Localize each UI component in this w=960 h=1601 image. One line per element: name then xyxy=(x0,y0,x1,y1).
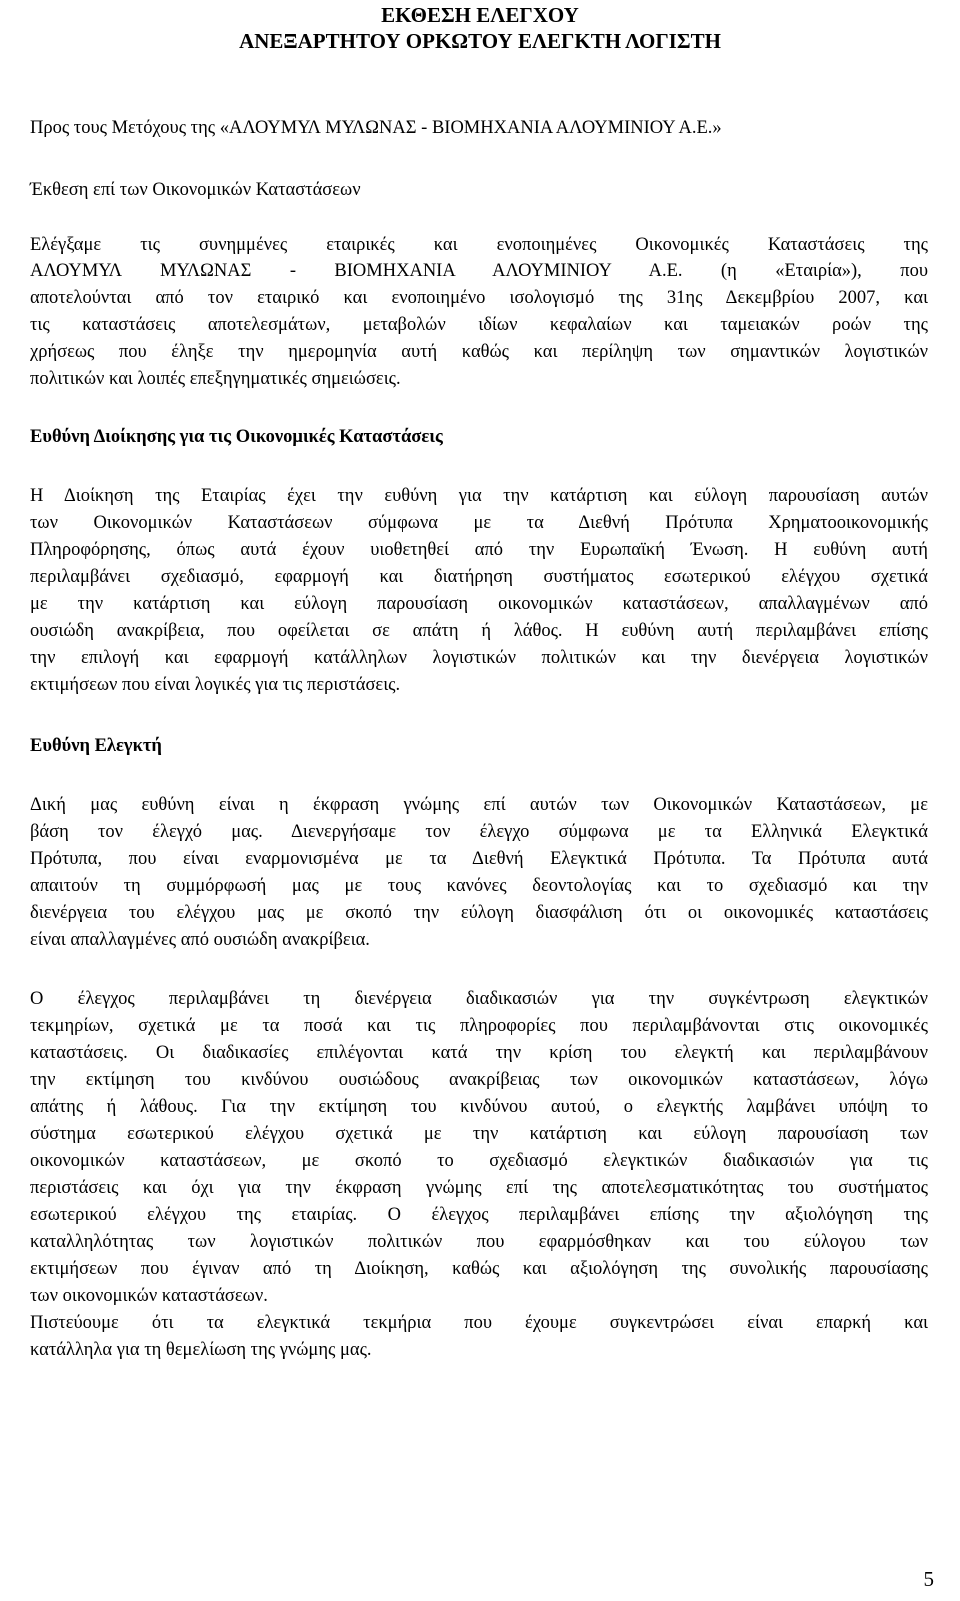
paragraph-line: απαιτούν τη συμμόρφωσή μας με τους κανόνες δεοντολογίας και το σχεδιασμό και την xyxy=(30,876,928,896)
paragraph-line: εσωτερικού ελέγχου της εταιρίας. Ο έλεγχος περιλαμβάνει επίσης την αξιολόγηση της xyxy=(30,1205,928,1225)
paragraph-line: ΑΛΟΥΜΥΛ ΜΥΛΩΝΑΣ - ΒΙΟΜΗΧΑΝΙΑ ΑΛΟΥΜΙΝΙΟΥ Α.Ε. (η «Εταιρία»), που xyxy=(30,261,928,281)
paragraph-line: εκτιμήσεων που έγιναν από τη Διοίκηση, καθώς και αξιολόγηση της συνολικής παρουσίασης xyxy=(30,1259,928,1279)
section-heading-auditor: Ευθύνη Ελεγκτή xyxy=(30,736,162,756)
section-heading-management: Ευθύνη Διοίκησης για τις Οικονομικές Καταστάσεις xyxy=(30,427,443,447)
paragraph-line: Ελέγξαμε τις συνημμένες εταιρικές και ενοποιημένες Οικονομικές Καταστάσεις της xyxy=(30,235,928,255)
paragraph-line: οικονομικών καταστάσεων, με σκοπό το σχεδιασμό ελεγκτικών διαδικασιών για τις xyxy=(30,1151,928,1171)
addressee-line: Προς τους Μετόχους της «ΑΛΟΥΜΥΛ ΜΥΛΩΝΑΣ - ΒΙΟΜΗΧΑΝΙΑ ΑΛΟΥΜΙΝΙΟΥ Α.Ε.» xyxy=(30,118,722,138)
paragraph-line: απάτης ή λάθους. Για την εκτίμηση του κινδύνου αυτού, ο ελεγκτής λαμβάνει υπόψη το xyxy=(30,1097,928,1117)
paragraph-line: ουσιώδη ανακρίβεια, που οφείλεται σε απάτη ή λάθος. Η ευθύνη αυτή περιλαμβάνει επίσης xyxy=(30,621,928,641)
paragraph-line: βάση τον έλεγχό μας. Διενεργήσαμε τον έλεγχο σύμφωνα με τα Ελληνικά Ελεγκτικά xyxy=(30,822,928,842)
paragraph-line: των Οικονομικών Καταστάσεων σύμφωνα με τα Διεθνή Πρότυπα Χρηματοοικονομικής xyxy=(30,513,928,533)
paragraph-line: τις καταστάσεις αποτελεσμάτων, μεταβολών ιδίων κεφαλαίων και ταμειακών ροών της xyxy=(30,315,928,335)
paragraph-line: Δική μας ευθύνη είναι η έκφραση γνώμης επί αυτών των Οικονομικών Καταστάσεων, με xyxy=(30,795,928,815)
paragraph-line: σύστημα εσωτερικού ελέγχου σχετικά με την κατάρτιση και εύλογη παρουσίαση των xyxy=(30,1124,928,1144)
paragraph-line: με την κατάρτιση και εύλογη παρουσίαση οικονομικών καταστάσεων, απαλλαγμένων από xyxy=(30,594,928,614)
paragraph-line: είναι απαλλαγμένες από ουσιώδη ανακρίβεια. xyxy=(30,930,370,950)
paragraph-line: εκτιμήσεων που είναι λογικές για τις περιστάσεις. xyxy=(30,675,401,695)
paragraph-line: πολιτικών και λοιπές επεξηγηματικές σημειώσεις. xyxy=(30,369,401,389)
paragraph-line: κατάλληλα για τη θεμελίωση της γνώμης μας. xyxy=(30,1340,372,1360)
paragraph-line: καταστάσεις. Οι διαδικασίες επιλέγονται κατά την κρίση του ελεγκτή και περιλαμβάνουν xyxy=(30,1043,928,1063)
report-subtitle: ΑΝΕΞΑΡΤΗΤΟΥ ΟΡΚΩΤΟΥ ΕΛΕΓΚΤΗ ΛΟΓΙΣΤΗ xyxy=(239,29,721,53)
paragraph-line: Η Διοίκηση της Εταιρίας έχει την ευθύνη για την κατάρτιση και εύλογη παρουσίαση αυτών xyxy=(30,486,928,506)
paragraph-line: των οικονομικών καταστάσεων. xyxy=(30,1286,268,1306)
paragraph-line: Ο έλεγχος περιλαμβάνει τη διενέργεια διαδικασιών για την συγκέντρωση ελεγκτικών xyxy=(30,989,928,1009)
paragraph-line: την εκτίμηση του κινδύνου ουσιώδους ανακρίβειας των οικονομικών καταστάσεων, λόγω xyxy=(30,1070,928,1090)
report-title: ΕΚΘΕΣΗ ΕΛΕΓΧΟΥ xyxy=(381,3,579,27)
paragraph-line: διενέργεια του ελέγχου μας με σκοπό την εύλογη διασφάλιση ότι οι οικονομικές καταστάσεις xyxy=(30,903,928,923)
paragraph-line: Πληροφόρησης, όπως αυτά έχουν υιοθετηθεί από την Ευρωπαϊκή Ένωση. Η ευθύνη αυτή xyxy=(30,540,928,560)
paragraph-line: την επιλογή και εφαρμογή κατάλληλων λογιστικών πολιτικών και την διενέργεια λογιστικών xyxy=(30,648,928,668)
paragraph-line: Πιστεύουμε ότι τα ελεγκτικά τεκμήρια που έχουμε συγκεντρώσει είναι επαρκή και xyxy=(30,1313,928,1333)
paragraph-line: καταλληλότητας των λογιστικών πολιτικών που εφαρμόσθηκαν και του εύλογου των xyxy=(30,1232,928,1252)
paragraph-line: χρήσεως που έληξε την ημερομηνία αυτή καθώς και περίληψη των σημαντικών λογιστικών xyxy=(30,342,928,362)
paragraph-line: αποτελούνται από τον εταιρικό και ενοποιημένο ισολογισμό της 31ης Δεκεμβρίου 2007, και xyxy=(30,288,928,308)
paragraph-line: περιλαμβάνει σχεδιασμό, εφαρμογή και διατήρηση συστήματος εσωτερικού ελέγχου σχετικά xyxy=(30,567,928,587)
section-heading-report: Έκθεση επί των Οικονομικών Καταστάσεων xyxy=(30,180,361,200)
page-number: 5 xyxy=(923,1567,934,1591)
paragraph-line: τεκμηρίων, σχετικά με τα ποσά και τις πληροφορίες που περιλαμβάνονται στις οικονομικές xyxy=(30,1016,928,1036)
paragraph-line: Πρότυπα, που είναι εναρμονισμένα με τα Διεθνή Ελεγκτικά Πρότυπα. Τα Πρότυπα αυτά xyxy=(30,849,928,869)
paragraph-line: περιστάσεις και όχι για την έκφραση γνώμης επί της αποτελεσματικότητας του συστήματος xyxy=(30,1178,928,1198)
